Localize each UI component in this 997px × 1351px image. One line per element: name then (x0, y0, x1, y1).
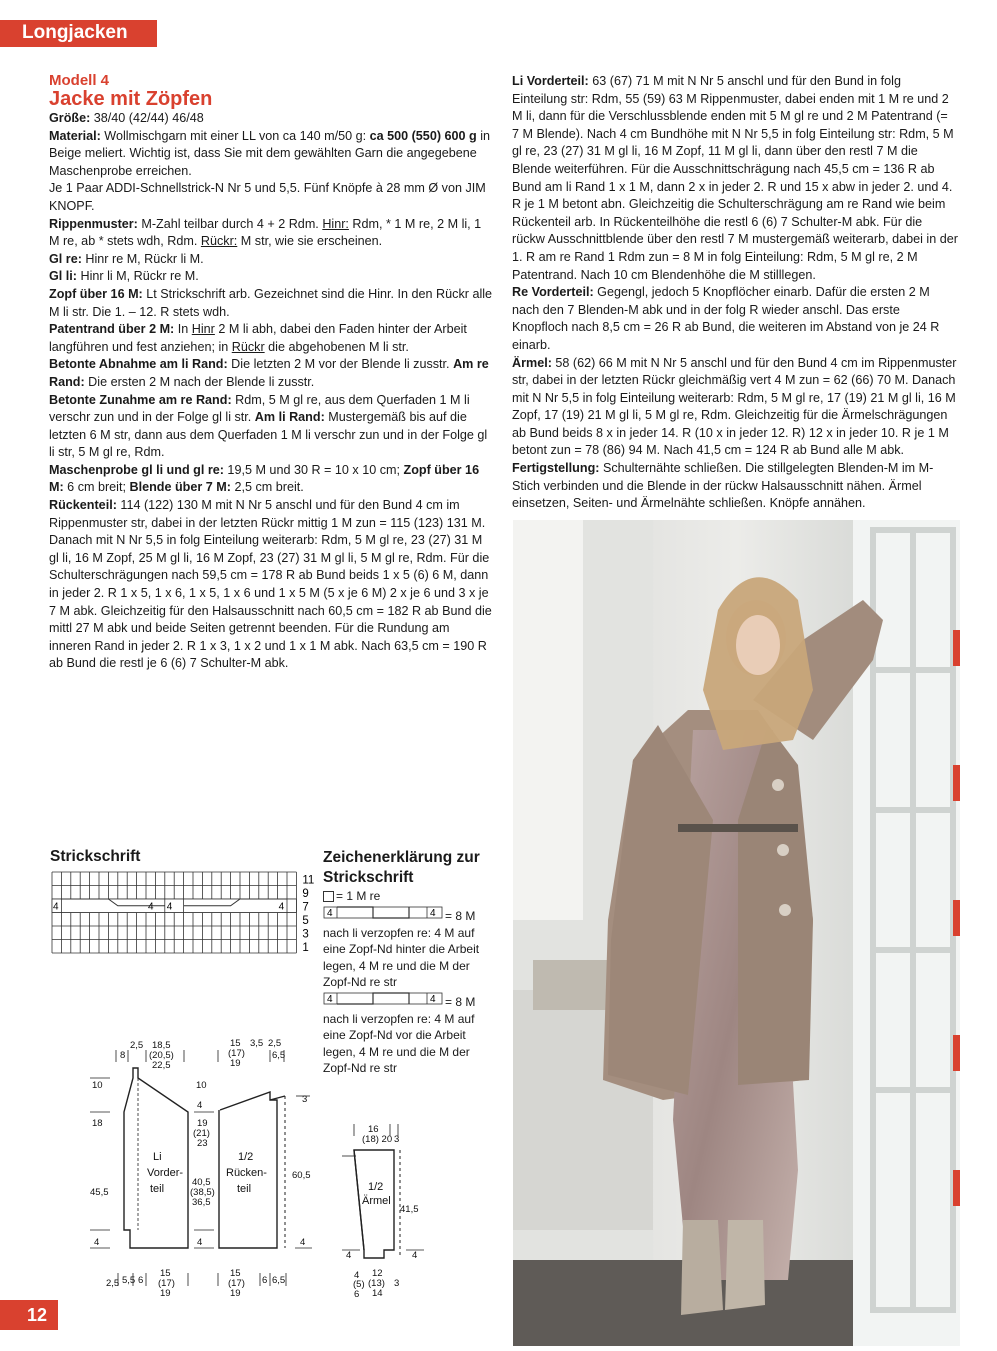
svg-text:41,5: 41,5 (400, 1204, 419, 1215)
photo-illustration (513, 520, 960, 1346)
svg-text:8: 8 (120, 1050, 126, 1061)
back-label (226, 1151, 267, 1195)
chart-row-number: 3 (302, 928, 309, 941)
right-paragraph: Re Vorderteil: Gegengl, jedoch 5 Knopflöcher einarb. Dafür die ersten 2 M nach den 7 Blenden-M abk und in der folg R wieder anschl. Das erste Knopfloch nach 8,5 cm = 26 R ab Bund, die weiteren im Abstand von je 24 R einarb. (512, 285, 940, 352)
svg-text:6: 6 (262, 1275, 268, 1286)
right-paragraph: Ärmel: 58 (62) 66 M mit N Nr 5 anschl und für den Bund 4 cm im Rippenmuster str, dabei in der letzten Rückr gleichmäßig vert 4 M zun = 62 (66) 70 M. Danach mit N Nr 5,5 in folg Einteilung weiterarb: Rdm, 5 M gl re, 17 (19) 21 M gl li, 16 M Zopf, 17 (19) 21 M gl li, 5 M gl re, Rdm. Gleichzeitig für die Ärmelschrägungen ab Bund beids 8 x in jeder 14. R (10 x in jeder 12. R) 12 x in jeder 10. R je 1 M betont zun = 78 (86) 94 M. Nach 41,5 cm = 124 R ab Bund alle M abk. (512, 355, 957, 458)
svg-text:(5): (5) (353, 1279, 365, 1290)
svg-text:4: 4 (354, 1270, 360, 1281)
svg-text:3: 3 (302, 1094, 308, 1105)
svg-text:45,5: 45,5 (90, 1187, 109, 1198)
svg-text:10: 10 (196, 1080, 207, 1091)
svg-text:19: 19 (197, 1118, 208, 1129)
svg-text:36,5: 36,5 (192, 1197, 211, 1208)
legend-title: Zeichenerklärung zur Strickschrift (323, 849, 480, 886)
left-paragraph: Patentrand über 2 M: In Hinr 2 M li abh, dabei den Faden hinter der Arbeit langführen und fest anziehen; in Rückr die abgehobenen M li str. (49, 322, 467, 354)
left-paragraph: Maschenprobe gl li und gl re: 19,5 M und 30 R = 10 x 10 cm; Zopf über 16 M: 6 cm breit; Blende über 7 M: 2,5 cm breit. (49, 462, 480, 495)
chart-row-number: 11 (302, 874, 315, 887)
left-paragraph: Gl li: Hinr li M, Rückr re M. (49, 269, 199, 284)
left-paragraph: Betonte Abnahme am li Rand: Die letzten 2 M vor der Blende li zusstr. Am re Rand: Die ersten 2 M nach der Blende li zusstr. (49, 357, 489, 389)
model-label: Modell 4 (49, 72, 110, 89)
svg-text:(18) 20: (18) 20 (362, 1134, 393, 1145)
svg-text:4: 4 (430, 994, 436, 1006)
chart-row-number: 7 (302, 901, 309, 914)
chart-cable-lines (52, 875, 314, 955)
svg-text:(20,5): (20,5) (149, 1050, 174, 1061)
svg-text:19: 19 (230, 1288, 241, 1299)
svg-text:6,5: 6,5 (272, 1275, 286, 1286)
svg-text:(21): (21) (193, 1128, 210, 1139)
chart-cable-number: 4 (53, 901, 59, 913)
svg-text:2,5: 2,5 (268, 1038, 282, 1049)
edge-tab (953, 900, 960, 936)
chart-row-number: 5 (302, 915, 309, 927)
svg-text:6: 6 (354, 1289, 360, 1300)
chart-cable-number: 4 (166, 901, 173, 913)
svg-text:(17): (17) (228, 1278, 245, 1289)
svg-text:Vorder-: Vorder- (147, 1167, 184, 1179)
svg-text:6: 6 (138, 1275, 144, 1286)
model-photo (513, 520, 960, 1346)
legend-cable1-text: nach li verzopfen re: 4 M auf eine Zopf-Nd hinter die Arbeit legen, 4 M re und die M der Zopf-Nd re str (323, 925, 480, 990)
svg-text:16: 16 (368, 1124, 379, 1135)
garment-schematic (80, 1030, 320, 1305)
edge-tab (953, 765, 960, 801)
svg-text:4: 4 (197, 1100, 203, 1111)
sleeve-label-half: 1/2 (368, 1181, 384, 1193)
page-number: 12 (0, 1300, 58, 1330)
svg-text:4: 4 (197, 1237, 203, 1248)
knitting-chart (50, 868, 315, 968)
chart-title: Strickschrift (50, 848, 141, 865)
svg-text:23: 23 (197, 1138, 208, 1149)
svg-text:(13): (13) (368, 1278, 385, 1289)
knit-symbol-icon (323, 891, 334, 902)
svg-text:6,5: 6,5 (272, 1050, 286, 1061)
svg-text:(17): (17) (228, 1048, 245, 1059)
chart-cable-number: 4 (278, 901, 285, 913)
svg-text:4: 4 (412, 1250, 418, 1261)
legend-cable2-text: nach li verzopfen re: 4 M auf eine Zopf-Nd vor die Arbeit legen, 4 M re und die M der Zopf-Nd re str (323, 1011, 475, 1076)
legend (323, 849, 493, 1076)
svg-text:40,5: 40,5 (192, 1177, 211, 1188)
svg-text:Li: Li (153, 1151, 162, 1163)
right-paragraph: Li Vorderteil: 63 (67) 71 M mit N Nr 5 anschl und für den Bund in folg Einteilung str: Rdm, 55 (59) 63 M Rippenmuster, dabei enden mit 1 M re und 2 M li, dann für die Verschlussblende enden mit 5 M gl re und 2 M Patentrand (= 7 M Blende). Nach 4 cm Bundhöhe mit N Nr 5,5 in folg Einteilung str: Rdm, 5 M gl re, 23 (27) 31 M gl li, 16 M Zopf, 11 M gl li, dann über den restl 7 M die Blende weiterführen. Für die Ausschnittschrägung nach 45,5 cm = 136 R ab Bund am li Rand 1 x 1 M, dann 2 x in jeder 2. R und 15 x abw in jeder 2. und 4. R je 1 M betont abn. Gleichzeitig die Schulterschrägung am re Rand wie beim Rückenteil arb. In Rückenteilhöhe die restl 6 (6) 7 Schulter-M abk. Für die rückw Ausschnittblende über den restl 7 M mustergemäß weiterarb, dabei in der 1. R am re Rand 1 Rdm zun = 8 M in folg Einteilung: Rdm, 5 M gl re, 2 M Patentrand. Nach 10 cm Blendenhöhe die M stilllegen. (512, 74, 958, 282)
left-paragraph: Rückenteil: 114 (122) 130 M mit N Nr 5 anschl und für den Bund 4 cm im Rippenmuster str, dabei in der letzten Rückr mittig 1 M zun = 115 (123) 131 M. Danach mit N Nr 5,5 in folg Einteilung weiterarb: Rdm, 5 M gl re, 23 (27) 31 M gl li, 16 M Zopf, 25 M gl li, 16 M Zopf, 23 (27) 31 M gl li, 5 M gl re, Rdm. Für die Schulterschrägungen nach 59,5 cm = 178 R ab Bund beids 1 x 5 (6) 6 M, dann in jeder 2. R 1 x 5, 1 x 6, 1 x 5, 1 x 6 und 1 x 5 M (5 x je 6 M) 2 x je 6 und 3 x je 7 M abk. Gleichzeitig für den Halsausschnitt nach 60,5 cm = 182 R ab Bund die mittl 27 M abk und beide Seiten getrennt beenden. Für die Rundung am inneren Rand in jeder 2. R 1 x 3, 1 x 2 und 1 x 1 M abk. Nach 63,5 cm = 190 R ab Bund die restl je 6 (6) 7 Schulter-M abk. (49, 498, 492, 671)
front-label (147, 1151, 183, 1195)
svg-text:14: 14 (372, 1288, 383, 1299)
left-paragraphs (49, 110, 494, 673)
svg-text:60,5: 60,5 (292, 1170, 311, 1181)
chart-cable-number: 4 (148, 901, 154, 913)
legend-symbol1: = 1 M re (336, 889, 381, 903)
svg-text:teil: teil (237, 1183, 252, 1195)
svg-text:1/2: 1/2 (238, 1151, 254, 1163)
svg-text:4: 4 (327, 994, 333, 1006)
edge-tab (953, 630, 960, 666)
svg-text:12: 12 (372, 1268, 383, 1279)
left-paragraph: Rippenmuster: M-Zahl teilbar durch 4 + 2 Rdm. Hinr: Rdm, * 1 M re, 2 M li, 1 M re, ab * stets wdh, Rdm. Rückr: M str, wie sie erscheinen. (49, 216, 482, 249)
pattern-title: Jacke mit Zöpfen (49, 88, 213, 110)
right-column (512, 73, 958, 513)
svg-text:(38,5): (38,5) (190, 1187, 215, 1198)
svg-text:4: 4 (94, 1237, 100, 1248)
left-paragraph: Material: Wollmischgarn mit einer LL von ca 140 m/50 g: ca 500 (550) 600 g in Beige meliert. Wichtig ist, dass Sie mit dem gewählten Garn die angegebene Maschenprobe erreichen. (49, 128, 491, 178)
sleeve-schematic (340, 1120, 440, 1305)
left-paragraph: Je 1 Paar ADDI-Schnellstrick-N Nr 5 und 5,5. Fünf Knöpfe à 28 mm Ø von JIM KNOPF. (49, 181, 486, 213)
svg-text:3,5: 3,5 (250, 1038, 264, 1049)
left-paragraph: Betonte Zunahme am re Rand: Rdm, 5 M gl re, aus dem Querfaden 1 M li verschr zun und in der Folge gl li str. Am li Rand: Mustergemäß bis auf die letzten 6 M str, dann aus dem Querfaden 1 M li verschr zun und in der Folge gl li str, 5 M gl re, Rdm. (49, 392, 488, 460)
svg-text:5,5: 5,5 (122, 1275, 136, 1286)
svg-text:22,5: 22,5 (152, 1060, 171, 1071)
svg-text:4: 4 (430, 908, 436, 920)
svg-text:10: 10 (92, 1080, 103, 1091)
svg-text:19: 19 (230, 1058, 241, 1069)
svg-text:Rücken-: Rücken- (226, 1167, 267, 1179)
svg-text:2,5: 2,5 (130, 1040, 144, 1051)
svg-text:3: 3 (394, 1134, 400, 1145)
legend-cable2-eq: = 8 M (445, 995, 476, 1010)
left-paragraph: Größe: 38/40 (42/44) 46/48 (49, 111, 204, 125)
svg-text:19: 19 (160, 1288, 171, 1299)
right-paragraphs (512, 73, 958, 513)
legend-cable1-eq: = 8 M (445, 909, 476, 924)
chart-row-number: 1 (302, 942, 309, 954)
svg-text:18,5: 18,5 (152, 1040, 171, 1051)
cable-left-back-icon (323, 906, 448, 920)
svg-text:4: 4 (327, 908, 333, 920)
left-paragraph: Gl re: Hinr re M, Rückr li M. (49, 251, 204, 266)
section-header (0, 20, 157, 47)
cable-left-front-icon (323, 992, 448, 1006)
chart-row-number: 9 (302, 888, 309, 900)
svg-text:15: 15 (230, 1268, 241, 1279)
svg-text:2,5: 2,5 (106, 1278, 120, 1289)
svg-text:15: 15 (160, 1268, 171, 1279)
svg-text:15: 15 (230, 1038, 241, 1049)
edge-tab (953, 1035, 960, 1071)
svg-text:3: 3 (394, 1278, 400, 1289)
left-paragraph: Zopf über 16 M: Lt Strickschrift arb. Gezeichnet sind die Hinr. In den Rückr alle M li str. Die 1. – 12. R stets wdh. (49, 286, 493, 319)
svg-text:teil: teil (150, 1183, 165, 1195)
svg-text:(17): (17) (158, 1278, 175, 1289)
svg-text:18: 18 (92, 1118, 103, 1129)
edge-tab (953, 1170, 960, 1206)
section-title: Longjacken (22, 22, 128, 43)
right-paragraph: Fertigstellung: Schulternähte schließen. Die stillgelegten Blenden-M im M-Stich verbinden und die Blende in der rückw Halsausschnitt nähen. Ärmel einsetzen, Seiten- und Ärmelnähte schließen. Knöpfe annähen. (512, 461, 934, 511)
svg-text:4: 4 (346, 1250, 352, 1261)
svg-text:4: 4 (300, 1237, 306, 1248)
left-column (49, 72, 494, 673)
sleeve-label: Ärmel (362, 1195, 391, 1207)
